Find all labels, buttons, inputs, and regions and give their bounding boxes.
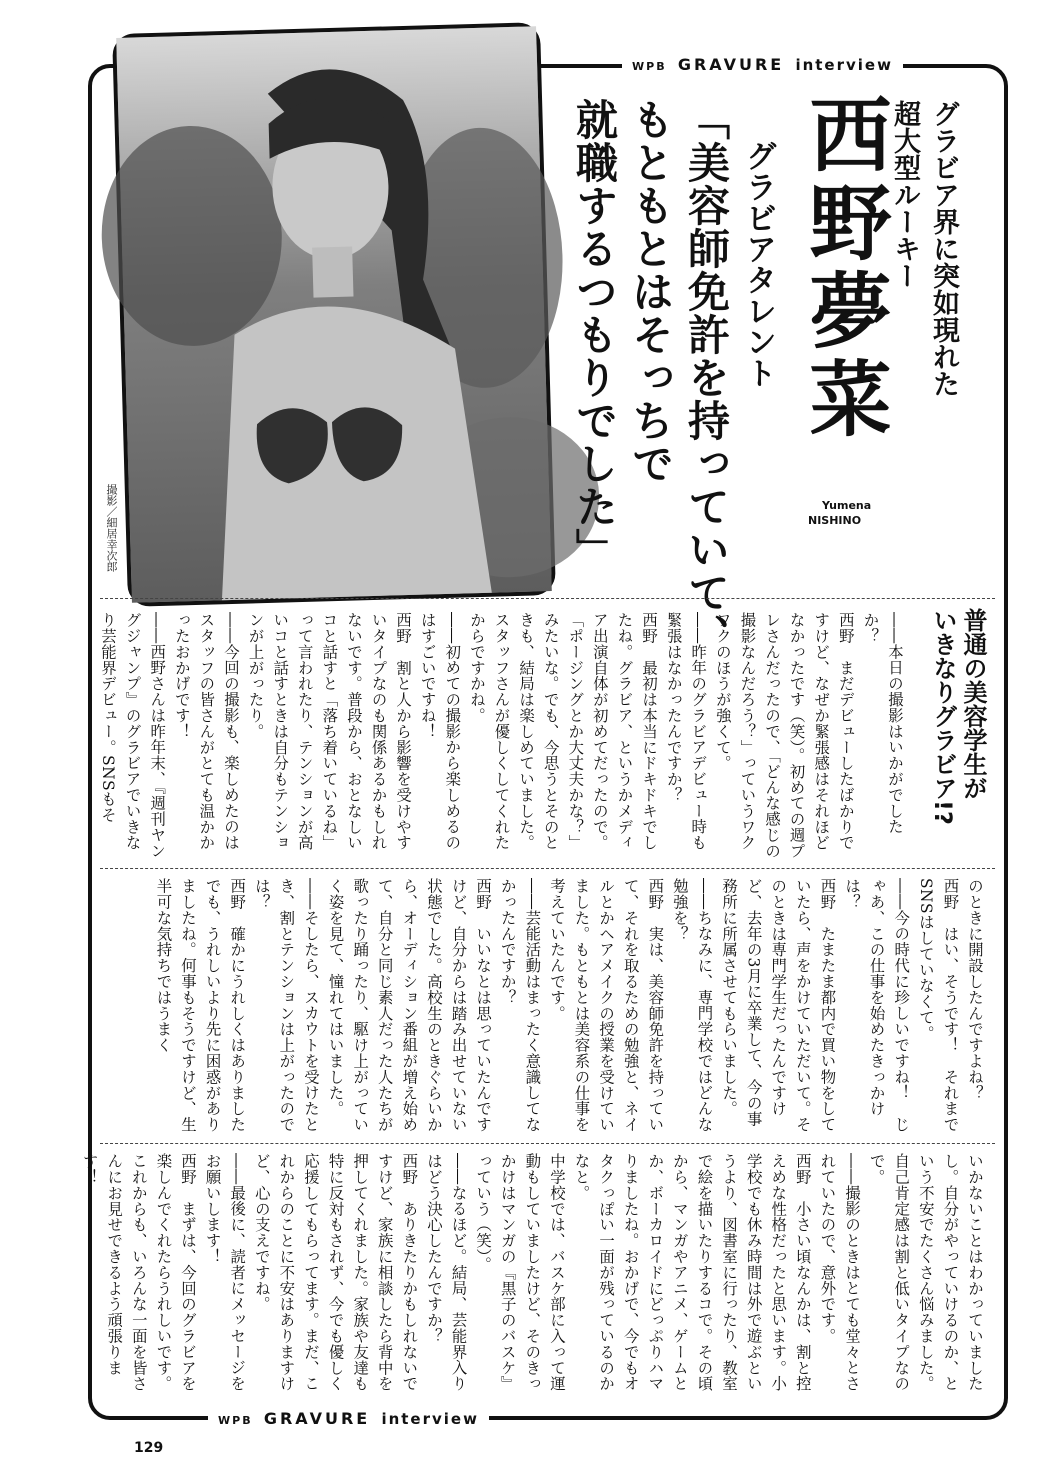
romaji-last: NISHINO <box>808 514 862 527</box>
name-romaji <box>808 498 871 528</box>
portrait-photo <box>112 22 556 607</box>
person-name: 西野夢菜 <box>796 92 891 444</box>
divider-1 <box>100 598 995 599</box>
catch-subtitle: グラビア界に突如現れた 超大型ルーキー <box>889 100 959 397</box>
gravure-label-bottom: GRAVURE <box>263 1409 371 1428</box>
header-label-top <box>622 55 903 74</box>
person-role: グラビアタレント <box>740 140 776 388</box>
body-block-2: のときに開設したんですよね？ 西野 はい、そうです！ それまでSNSはしていなくて。 ――今の時代に珍しいですね！ じゃあ、この仕事を始めたきっかけは？ 西野 たまたま都内で買い物をしていたら、声をかけていただいて。そのときは専門学生だったんですけど、去年の3月に卒業して、今の事務所に所属させてもらいました。 ――ちなみに、専門学校ではどんな勉強を？ 西野 実は、美容師免許を持っていて、それを取るための勉強と、ネイルとかヘアメイクの授業を受けていました。もともとは美容系の仕事を考えていたんです。 ――芸能活動はまったく意識してなかったんですか？ 西野 いいなとは思っていたんですけど、自分からは踏み出せていない状態でした。高校生のときぐらいから、オーディション番組が増え始めて、自分と同じ素人だった人たちが歌ったり踊ったり、駆け上がっていく姿を見て、憧れてはいました。 ――そしたら、スカウトを受けたとき、割とテンションは上がったのでは？ 西野 確かにうれしくはありましたでも、うれしいより先に困惑がありましたね。何事もそうですけど、生半可な気持ちではうまく <box>154 878 984 1133</box>
divider-3 <box>100 1143 995 1144</box>
interview-label-bottom: interview <box>381 1410 479 1428</box>
wpb-brand-bottom: WPB <box>218 1414 253 1427</box>
divider-2 <box>100 868 995 869</box>
wpb-brand: WPB <box>632 60 667 73</box>
body-block-3: いかないことはわかっていましたし。自分がやっていけるのか、という不安でたくさん悩みました。自己肯定感は割と低いタイプなので。 ――撮影のときはとても堂々とされていたので、意外です。 西野 小さい頃なんかは、割と控えめな性格だったと思います。小学校でも休み時間は外で遊ぶというより、図書室に行ったり、教室で絵を描いたりするコで。その頃から、マンガやアニメ、ゲームとか、ボーカロイドにどっぷりハマりましたね。おかげで、今でもオタクっぽい一面が残っているのかなと。 中学校では、バスケ部に入って運動もしていましたけど、そのきっかけはマンガの『黒子のバスケ』っていう（笑）。 ――なるほど。結局、芸能界入りはどう決心したんですか？ 西野 ありきたりかもしれないですけど、家族に相談したら背中を押してくれました。家族や友達も特に反対もされず、今でも優しく応援してもらってます。まだ、これからのことに不安はありますけど、心の支えですね。 ――最後に、読者にメッセージをお願いします！ 西野 まずは、今回のグラビアを楽しんでくれたらうれしいです。これからも、いろんな一面を皆さんにお見せできるよう頑張ります！ <box>80 1153 984 1392</box>
lead-heading: 普通の美容学生が いきなりグラビア!? <box>929 608 987 825</box>
header-label-bottom <box>208 1409 489 1428</box>
interview-label: interview <box>795 56 893 74</box>
body-block-1: ――本日の撮影はいかがでしたか？ 西野 まだデビューしたばかりですけど、なぜか緊張感はそれほどなかったです（笑）。初めての週プレさんだったので、「どんな感じの撮影なんだろう？」っていうワクワクのほうが強くて。 ――昨年のグラビアデビュー時も緊張はなかったんですか？ 西野 最初は本当にドキドキでしたね。グラビア、というかメディア出演自体が初めてだったので。「ポージングとか大丈夫かな？」みたいな。でも、今思うとそのときも、結局は楽しめていました。スタッフさんが優しくしてくれたからですかね。 ――初めての撮影から楽しめるのはすごいですね！ 西野 割と人から影響を受けやすいタイプなのも関係あるかもしれないです。普段から、おとなしいコと話すと「落ち着いているね」って言われたり、テンションが高いコと話すときは自分もテンションが上がったり。 ――今回の撮影も、楽しめたのはスタッフの皆さんがとても温かかったおかげです！ ――西野さんは昨年末、『週刊ヤングジャンプ』のグラビアでいきなり芸能界デビュー。SNSもそ <box>99 612 904 859</box>
portrait-image <box>116 26 552 603</box>
headline-quote: 「美容師免許を持っていて、 もともとはそっちで 就職するつもりでした」 <box>570 98 731 657</box>
photo-credit: 撮影／細居幸次郎 <box>105 484 118 572</box>
page-number: 129 <box>134 1440 164 1456</box>
gravure-label: GRAVURE <box>677 55 785 74</box>
romaji-first: Yumena <box>822 499 872 512</box>
